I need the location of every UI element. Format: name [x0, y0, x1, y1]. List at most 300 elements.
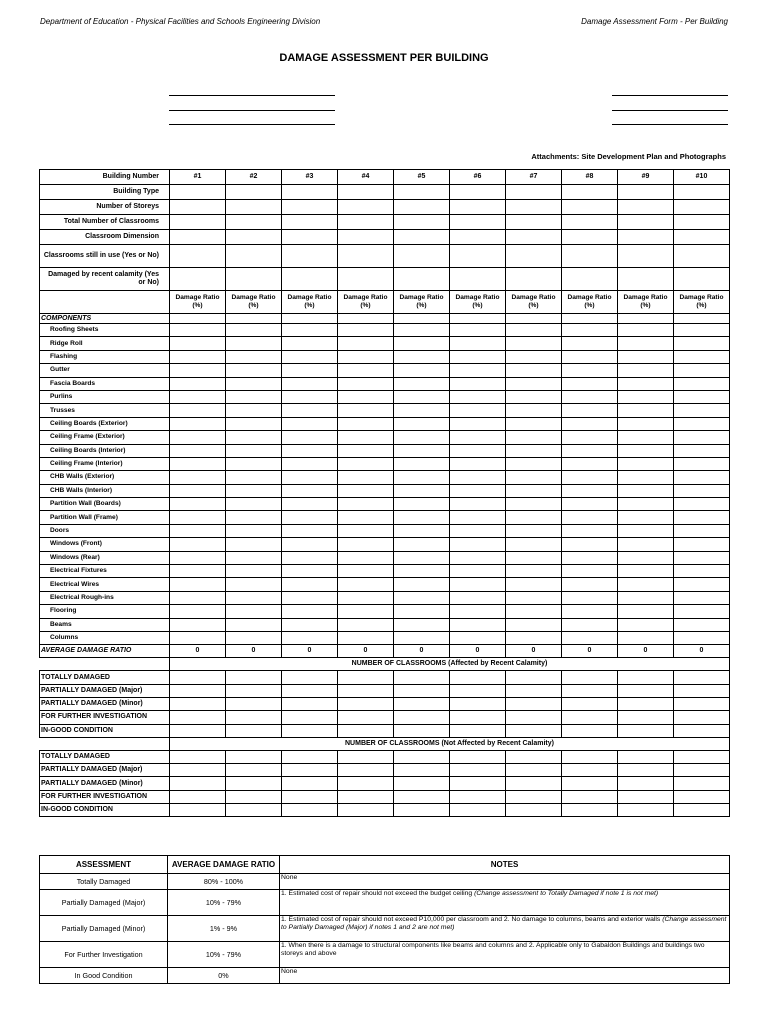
entry-cell[interactable]: [282, 511, 338, 524]
entry-cell[interactable]: [226, 631, 282, 644]
entry-cell[interactable]: [618, 417, 674, 430]
entry-cell[interactable]: [450, 215, 506, 230]
entry-cell[interactable]: [450, 565, 506, 578]
entry-cell[interactable]: [562, 804, 618, 817]
entry-cell[interactable]: [562, 230, 618, 245]
entry-cell[interactable]: [674, 404, 730, 417]
entry-cell[interactable]: [394, 215, 450, 230]
entry-cell[interactable]: [394, 697, 450, 710]
entry-cell[interactable]: [450, 538, 506, 551]
entry-cell[interactable]: [282, 565, 338, 578]
entry-cell[interactable]: [394, 471, 450, 484]
entry-cell[interactable]: [674, 711, 730, 724]
entry-cell[interactable]: [674, 350, 730, 363]
entry-cell[interactable]: [562, 200, 618, 215]
entry-cell[interactable]: [226, 697, 282, 710]
entry-cell[interactable]: [618, 631, 674, 644]
entry-cell[interactable]: [338, 671, 394, 684]
entry-cell[interactable]: [226, 431, 282, 444]
entry-cell[interactable]: [170, 314, 226, 324]
entry-cell[interactable]: [674, 498, 730, 511]
entry-cell[interactable]: [674, 671, 730, 684]
entry-cell[interactable]: [282, 764, 338, 777]
entry-cell[interactable]: [674, 511, 730, 524]
field-input-line[interactable]: [169, 100, 335, 111]
entry-cell[interactable]: [282, 724, 338, 737]
entry-cell[interactable]: [282, 471, 338, 484]
entry-cell[interactable]: [450, 631, 506, 644]
entry-cell[interactable]: [170, 697, 226, 710]
entry-cell[interactable]: [618, 431, 674, 444]
entry-cell[interactable]: [394, 618, 450, 631]
entry-cell[interactable]: [282, 337, 338, 350]
entry-cell[interactable]: [170, 524, 226, 537]
entry-cell[interactable]: [394, 777, 450, 790]
entry-cell[interactable]: [562, 484, 618, 497]
entry-cell[interactable]: [450, 314, 506, 324]
entry-cell[interactable]: [506, 711, 562, 724]
entry-cell[interactable]: [506, 618, 562, 631]
entry-cell[interactable]: [282, 230, 338, 245]
entry-cell[interactable]: [506, 750, 562, 763]
entry-cell[interactable]: [674, 764, 730, 777]
entry-cell[interactable]: [674, 377, 730, 390]
entry-cell[interactable]: [618, 538, 674, 551]
entry-cell[interactable]: [226, 578, 282, 591]
entry-cell[interactable]: [170, 724, 226, 737]
entry-cell[interactable]: [562, 324, 618, 337]
entry-cell[interactable]: [282, 618, 338, 631]
entry-cell[interactable]: [562, 724, 618, 737]
entry-cell[interactable]: [506, 565, 562, 578]
entry-cell[interactable]: [226, 444, 282, 457]
entry-cell[interactable]: [338, 417, 394, 430]
entry-cell[interactable]: [170, 711, 226, 724]
entry-cell[interactable]: [170, 245, 226, 268]
entry-cell[interactable]: [562, 790, 618, 803]
entry-cell[interactable]: [506, 684, 562, 697]
entry-cell[interactable]: [450, 337, 506, 350]
entry-cell[interactable]: [282, 390, 338, 403]
entry-cell[interactable]: [562, 511, 618, 524]
entry-cell[interactable]: [338, 777, 394, 790]
entry-cell[interactable]: [506, 404, 562, 417]
entry-cell[interactable]: [506, 314, 562, 324]
entry-cell[interactable]: [338, 364, 394, 377]
entry-cell[interactable]: [170, 631, 226, 644]
entry-cell[interactable]: [170, 404, 226, 417]
entry-cell[interactable]: [170, 671, 226, 684]
entry-cell[interactable]: [450, 764, 506, 777]
entry-cell[interactable]: [394, 750, 450, 763]
entry-cell[interactable]: [282, 711, 338, 724]
entry-cell[interactable]: [674, 324, 730, 337]
entry-cell[interactable]: [394, 377, 450, 390]
entry-cell[interactable]: [226, 777, 282, 790]
entry-cell[interactable]: [226, 538, 282, 551]
entry-cell[interactable]: [170, 471, 226, 484]
entry-cell[interactable]: [394, 524, 450, 537]
entry-cell[interactable]: [506, 337, 562, 350]
entry-cell[interactable]: [562, 605, 618, 618]
entry-cell[interactable]: [394, 711, 450, 724]
entry-cell[interactable]: [338, 551, 394, 564]
entry-cell[interactable]: [562, 764, 618, 777]
entry-cell[interactable]: [506, 538, 562, 551]
entry-cell[interactable]: [338, 185, 394, 200]
entry-cell[interactable]: [282, 431, 338, 444]
entry-cell[interactable]: [618, 777, 674, 790]
entry-cell[interactable]: [282, 605, 338, 618]
entry-cell[interactable]: [170, 431, 226, 444]
entry-cell[interactable]: [282, 215, 338, 230]
entry-cell[interactable]: [506, 484, 562, 497]
entry-cell[interactable]: [338, 484, 394, 497]
entry-cell[interactable]: [562, 711, 618, 724]
entry-cell[interactable]: [450, 591, 506, 604]
entry-cell[interactable]: [562, 457, 618, 470]
entry-cell[interactable]: [562, 314, 618, 324]
entry-cell[interactable]: [394, 314, 450, 324]
entry-cell[interactable]: [282, 777, 338, 790]
entry-cell[interactable]: [170, 457, 226, 470]
entry-cell[interactable]: [506, 390, 562, 403]
entry-cell[interactable]: [562, 350, 618, 363]
entry-cell[interactable]: [338, 538, 394, 551]
entry-cell[interactable]: [506, 230, 562, 245]
entry-cell[interactable]: [338, 684, 394, 697]
entry-cell[interactable]: [506, 804, 562, 817]
entry-cell[interactable]: [674, 431, 730, 444]
entry-cell[interactable]: [618, 390, 674, 403]
entry-cell[interactable]: [506, 471, 562, 484]
entry-cell[interactable]: [338, 724, 394, 737]
entry-cell[interactable]: [450, 471, 506, 484]
entry-cell[interactable]: [394, 337, 450, 350]
entry-cell[interactable]: [618, 314, 674, 324]
entry-cell[interactable]: [506, 268, 562, 291]
entry-cell[interactable]: [450, 431, 506, 444]
entry-cell[interactable]: [450, 750, 506, 763]
entry-cell[interactable]: [618, 511, 674, 524]
entry-cell[interactable]: [506, 524, 562, 537]
entry-cell[interactable]: [674, 578, 730, 591]
entry-cell[interactable]: [450, 390, 506, 403]
entry-cell[interactable]: [674, 417, 730, 430]
entry-cell[interactable]: [282, 404, 338, 417]
entry-cell[interactable]: [674, 364, 730, 377]
entry-cell[interactable]: [450, 524, 506, 537]
entry-cell[interactable]: [394, 578, 450, 591]
entry-cell[interactable]: [450, 245, 506, 268]
entry-cell[interactable]: [282, 350, 338, 363]
entry-cell[interactable]: [170, 498, 226, 511]
entry-cell[interactable]: [394, 565, 450, 578]
entry-cell[interactable]: [338, 711, 394, 724]
entry-cell[interactable]: [170, 444, 226, 457]
entry-cell[interactable]: [618, 230, 674, 245]
entry-cell[interactable]: [618, 337, 674, 350]
entry-cell[interactable]: [674, 245, 730, 268]
entry-cell[interactable]: [170, 764, 226, 777]
entry-cell[interactable]: [618, 764, 674, 777]
entry-cell[interactable]: [674, 591, 730, 604]
entry-cell[interactable]: [450, 671, 506, 684]
entry-cell[interactable]: [170, 511, 226, 524]
entry-cell[interactable]: [170, 684, 226, 697]
entry-cell[interactable]: [450, 484, 506, 497]
entry-cell[interactable]: [282, 268, 338, 291]
entry-cell[interactable]: [170, 605, 226, 618]
entry-cell[interactable]: [674, 200, 730, 215]
entry-cell[interactable]: [170, 578, 226, 591]
entry-cell[interactable]: [618, 618, 674, 631]
entry-cell[interactable]: [226, 790, 282, 803]
entry-cell[interactable]: [506, 777, 562, 790]
entry-cell[interactable]: [506, 185, 562, 200]
entry-cell[interactable]: [170, 215, 226, 230]
entry-cell[interactable]: [562, 618, 618, 631]
entry-cell[interactable]: [338, 578, 394, 591]
entry-cell[interactable]: [282, 524, 338, 537]
entry-cell[interactable]: [506, 215, 562, 230]
entry-cell[interactable]: [338, 444, 394, 457]
entry-cell[interactable]: [506, 764, 562, 777]
entry-cell[interactable]: [170, 337, 226, 350]
entry-cell[interactable]: [674, 215, 730, 230]
entry-cell[interactable]: [170, 185, 226, 200]
entry-cell[interactable]: [282, 200, 338, 215]
entry-cell[interactable]: [282, 417, 338, 430]
field-input-line[interactable]: [169, 114, 335, 125]
entry-cell[interactable]: [170, 804, 226, 817]
entry-cell[interactable]: [394, 551, 450, 564]
entry-cell[interactable]: [226, 711, 282, 724]
entry-cell[interactable]: [394, 804, 450, 817]
entry-cell[interactable]: [618, 215, 674, 230]
entry-cell[interactable]: [562, 185, 618, 200]
entry-cell[interactable]: [226, 524, 282, 537]
entry-cell[interactable]: [618, 578, 674, 591]
entry-cell[interactable]: [226, 417, 282, 430]
entry-cell[interactable]: [618, 364, 674, 377]
entry-cell[interactable]: [226, 484, 282, 497]
entry-cell[interactable]: [282, 578, 338, 591]
entry-cell[interactable]: [170, 390, 226, 403]
entry-cell[interactable]: [562, 364, 618, 377]
entry-cell[interactable]: [338, 350, 394, 363]
entry-cell[interactable]: [338, 268, 394, 291]
entry-cell[interactable]: [618, 377, 674, 390]
entry-cell[interactable]: [450, 200, 506, 215]
entry-cell[interactable]: [226, 804, 282, 817]
entry-cell[interactable]: [394, 631, 450, 644]
entry-cell[interactable]: [562, 631, 618, 644]
entry-cell[interactable]: [674, 631, 730, 644]
entry-cell[interactable]: [618, 457, 674, 470]
entry-cell[interactable]: [450, 618, 506, 631]
entry-cell[interactable]: [226, 215, 282, 230]
entry-cell[interactable]: [282, 750, 338, 763]
entry-cell[interactable]: [618, 524, 674, 537]
entry-cell[interactable]: [674, 618, 730, 631]
entry-cell[interactable]: [170, 484, 226, 497]
entry-cell[interactable]: [674, 684, 730, 697]
entry-cell[interactable]: [170, 790, 226, 803]
entry-cell[interactable]: [618, 268, 674, 291]
entry-cell[interactable]: [226, 404, 282, 417]
entry-cell[interactable]: [618, 750, 674, 763]
entry-cell[interactable]: [674, 457, 730, 470]
entry-cell[interactable]: [226, 618, 282, 631]
entry-cell[interactable]: [506, 724, 562, 737]
entry-cell[interactable]: [282, 804, 338, 817]
entry-cell[interactable]: [618, 551, 674, 564]
entry-cell[interactable]: [338, 457, 394, 470]
entry-cell[interactable]: [338, 591, 394, 604]
entry-cell[interactable]: [394, 431, 450, 444]
entry-cell[interactable]: [506, 697, 562, 710]
entry-cell[interactable]: [282, 314, 338, 324]
entry-cell[interactable]: [170, 591, 226, 604]
entry-cell[interactable]: [450, 444, 506, 457]
entry-cell[interactable]: [394, 350, 450, 363]
entry-cell[interactable]: [394, 457, 450, 470]
entry-cell[interactable]: [450, 697, 506, 710]
entry-cell[interactable]: [506, 631, 562, 644]
entry-cell[interactable]: [562, 591, 618, 604]
entry-cell[interactable]: [170, 551, 226, 564]
field-input-line[interactable]: [169, 85, 335, 96]
entry-cell[interactable]: [170, 618, 226, 631]
entry-cell[interactable]: [618, 565, 674, 578]
entry-cell[interactable]: [226, 684, 282, 697]
entry-cell[interactable]: [226, 565, 282, 578]
entry-cell[interactable]: [618, 484, 674, 497]
entry-cell[interactable]: [562, 337, 618, 350]
entry-cell[interactable]: [226, 605, 282, 618]
entry-cell[interactable]: [282, 671, 338, 684]
entry-cell[interactable]: [282, 444, 338, 457]
entry-cell[interactable]: [674, 750, 730, 763]
entry-cell[interactable]: [338, 471, 394, 484]
entry-cell[interactable]: [506, 498, 562, 511]
entry-cell[interactable]: [618, 245, 674, 268]
entry-cell[interactable]: [674, 444, 730, 457]
entry-cell[interactable]: [618, 684, 674, 697]
entry-cell[interactable]: [562, 697, 618, 710]
entry-cell[interactable]: [450, 511, 506, 524]
entry-cell[interactable]: [394, 444, 450, 457]
entry-cell[interactable]: [562, 750, 618, 763]
entry-cell[interactable]: [674, 314, 730, 324]
entry-cell[interactable]: [226, 185, 282, 200]
entry-cell[interactable]: [674, 724, 730, 737]
entry-cell[interactable]: [338, 200, 394, 215]
entry-cell[interactable]: [282, 185, 338, 200]
entry-cell[interactable]: [562, 245, 618, 268]
entry-cell[interactable]: [394, 268, 450, 291]
field-input-line[interactable]: [612, 85, 728, 96]
entry-cell[interactable]: [226, 268, 282, 291]
entry-cell[interactable]: [226, 498, 282, 511]
entry-cell[interactable]: [282, 364, 338, 377]
entry-cell[interactable]: [226, 364, 282, 377]
entry-cell[interactable]: [338, 631, 394, 644]
entry-cell[interactable]: [506, 605, 562, 618]
entry-cell[interactable]: [450, 364, 506, 377]
entry-cell[interactable]: [562, 390, 618, 403]
entry-cell[interactable]: [226, 551, 282, 564]
entry-cell[interactable]: [394, 185, 450, 200]
entry-cell[interactable]: [450, 498, 506, 511]
entry-cell[interactable]: [338, 314, 394, 324]
entry-cell[interactable]: [618, 444, 674, 457]
entry-cell[interactable]: [338, 524, 394, 537]
entry-cell[interactable]: [450, 377, 506, 390]
entry-cell[interactable]: [450, 711, 506, 724]
entry-cell[interactable]: [450, 185, 506, 200]
entry-cell[interactable]: [618, 498, 674, 511]
entry-cell[interactable]: [394, 764, 450, 777]
entry-cell[interactable]: [394, 790, 450, 803]
entry-cell[interactable]: [226, 764, 282, 777]
entry-cell[interactable]: [282, 245, 338, 268]
entry-cell[interactable]: [674, 804, 730, 817]
entry-cell[interactable]: [450, 350, 506, 363]
entry-cell[interactable]: [618, 804, 674, 817]
entry-cell[interactable]: [674, 337, 730, 350]
entry-cell[interactable]: [506, 578, 562, 591]
entry-cell[interactable]: [562, 404, 618, 417]
entry-cell[interactable]: [226, 390, 282, 403]
entry-cell[interactable]: [674, 697, 730, 710]
entry-cell[interactable]: [674, 538, 730, 551]
entry-cell[interactable]: [618, 350, 674, 363]
entry-cell[interactable]: [394, 671, 450, 684]
entry-cell[interactable]: [170, 750, 226, 763]
entry-cell[interactable]: [674, 230, 730, 245]
entry-cell[interactable]: [338, 764, 394, 777]
entry-cell[interactable]: [618, 605, 674, 618]
entry-cell[interactable]: [394, 364, 450, 377]
entry-cell[interactable]: [450, 230, 506, 245]
entry-cell[interactable]: [674, 484, 730, 497]
entry-cell[interactable]: [450, 578, 506, 591]
entry-cell[interactable]: [226, 337, 282, 350]
entry-cell[interactable]: [170, 200, 226, 215]
entry-cell[interactable]: [282, 684, 338, 697]
entry-cell[interactable]: [562, 524, 618, 537]
entry-cell[interactable]: [282, 631, 338, 644]
entry-cell[interactable]: [450, 804, 506, 817]
entry-cell[interactable]: [226, 457, 282, 470]
entry-cell[interactable]: [618, 324, 674, 337]
entry-cell[interactable]: [282, 324, 338, 337]
entry-cell[interactable]: [562, 565, 618, 578]
entry-cell[interactable]: [226, 511, 282, 524]
entry-cell[interactable]: [338, 511, 394, 524]
entry-cell[interactable]: [170, 324, 226, 337]
entry-cell[interactable]: [282, 551, 338, 564]
entry-cell[interactable]: [338, 404, 394, 417]
entry-cell[interactable]: [338, 337, 394, 350]
entry-cell[interactable]: [562, 551, 618, 564]
entry-cell[interactable]: [394, 484, 450, 497]
entry-cell[interactable]: [170, 777, 226, 790]
entry-cell[interactable]: [506, 377, 562, 390]
entry-cell[interactable]: [450, 605, 506, 618]
